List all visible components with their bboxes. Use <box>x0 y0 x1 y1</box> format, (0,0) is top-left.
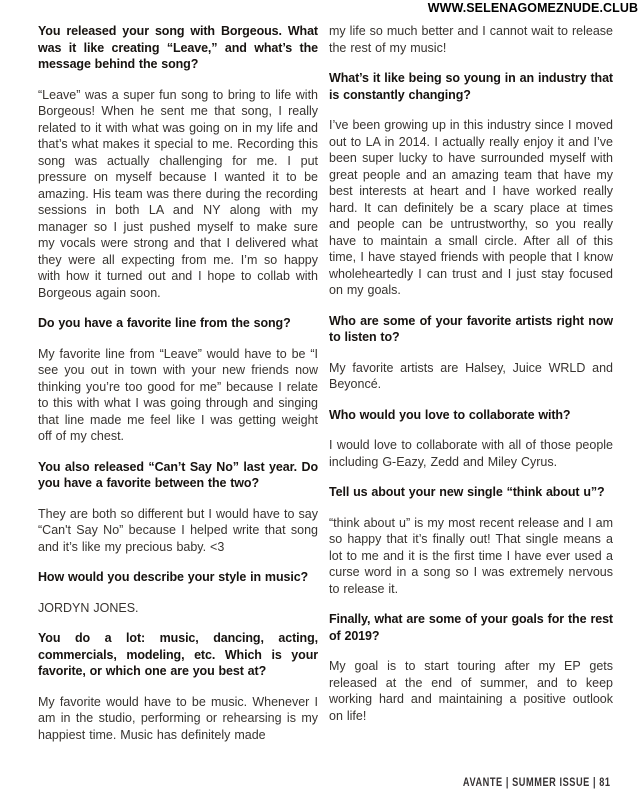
question-heading: Who would you love to collaborate with? <box>329 407 571 422</box>
question-heading: You released your song with Borgeous. What was it like creating “Leave,” and what’s the message behind the song? <box>38 24 318 71</box>
page-footer: AVANTE | SUMMER ISSUE | 81 <box>463 777 611 789</box>
question-heading: How would you describe your style in music? <box>38 570 309 584</box>
question-heading: What’s it like being so young in an industry that is constantly changing? <box>329 71 613 102</box>
answer-paragraph: I would love to collaborate with all of those people including G-Eazy, Zedd and Miley Cyrus. <box>329 438 613 469</box>
answer-paragraph: My favorite would have to be music. Whenever I am in the studio, performing or rehearsing is my happiest time. Music has definitely made <box>38 694 318 742</box>
left-column <box>38 23 318 757</box>
answer-paragraph: They are both so different but I would have to say “Can't Say No” because I helped write that song and it’s like my precious baby. <3 <box>38 506 318 554</box>
answer-paragraph: My favorite artists are Halsey, Juice WRLD and Beyoncé. <box>329 360 613 391</box>
answer-paragraph: JORDYN JONES. <box>38 600 139 615</box>
question-heading: Tell us about your new single “think about u”? <box>329 485 605 499</box>
answer-paragraph: My favorite line from “Leave” would have to be “I see you out in town with your new friends now thinking you’re too good for me” because I relate to this with what I was going through and singing that line made me feel like I was getting weight off of my chest. <box>38 346 318 443</box>
watermark-url-text: WWW.SELENAGOMEZNUDE.CLUB <box>427 0 638 15</box>
question-heading: You do a lot: music, dancing, acting, commercials, modeling, etc. Which is your favorite, or which one are you best at? <box>38 631 318 678</box>
right-column <box>329 23 613 738</box>
answer-paragraph: I’ve been growing up in this industry since I moved out to LA in 2014. I actually really enjoy it and I’ve been super lucky to have surrounded myself with great people and an amazing team that have my best interests at heart and I have worked really hard. It can definitely be a scary place at times and people can be untrustworthy, so you really have to maintain a small circle. After all of this time, I have stayed friends with people that I know wholeheartedly I can trust and I just stay focused on my goals. <box>329 118 613 297</box>
answer-paragraph: “Leave” was a super fun song to bring to life with Borgeous! When he sent me that song, I really related to it with what was going on in my life and that’s what makes it special to me. Recording this song was actually challenging for me. I put pressure on myself because I wanted it to be amazing. His team was there during the recording sessions in both LA and NY along with my manager so I just pushed myself to make sure my vocals were strong and that I delivered what they were all expecting from me. I’m so happy with how it turned out and I hope to collab with Borgeous again soon. <box>38 87 318 300</box>
answer-paragraph: my life so much better and I cannot wait to release the rest of my music! <box>329 24 613 55</box>
answer-paragraph: My goal is to start touring after my EP gets released at the end of summer, and to keep working hard and maintaining a positive outlook on life! <box>329 659 613 723</box>
question-heading: Who are some of your favorite artists right now to listen to? <box>329 313 613 344</box>
question-heading: Finally, what are some of your goals for the rest of 2019? <box>329 612 613 643</box>
question-heading: You also released “Can’t Say No” last year. Do you have a favorite between the two? <box>38 459 318 490</box>
answer-paragraph: “think about u” is my most recent release and I am so happy that it’s finally out! That single means a lot to me and it is the first time I have ever used a curse word in a song so I was extremely nervous to release it. <box>329 515 613 596</box>
question-heading: Do you have a favorite line from the song? <box>38 316 291 330</box>
